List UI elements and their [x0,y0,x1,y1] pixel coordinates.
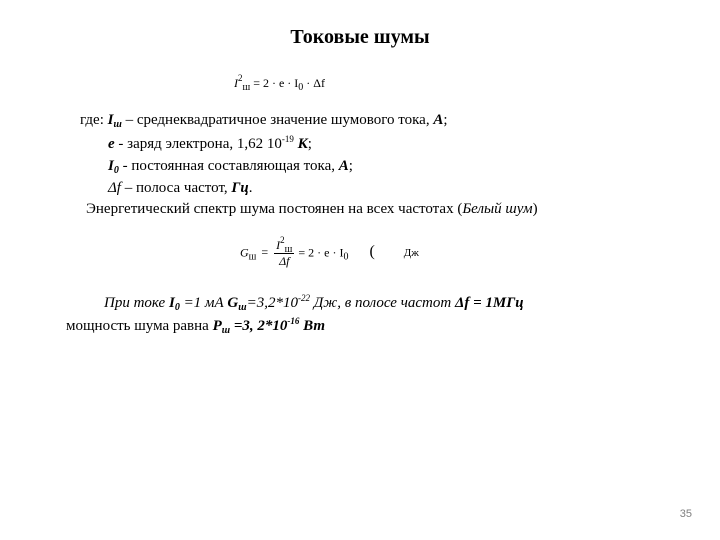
example-i0: I [168,295,175,311]
formula1-rhs: = 2 · e · I [253,76,299,90]
formula2-num: I [276,238,281,252]
white-noise-label: Белый шум [462,201,533,217]
example-g: G [227,295,239,311]
formula2-fraction [274,235,294,269]
definition-4-unit: Гц [231,180,249,196]
definition-3-symbol-sub: 0 [113,165,119,176]
example-exp-2: -16 [287,316,300,326]
formula1-rhs-end: · Δf [303,76,326,90]
definition-3-end: ; [348,158,353,174]
example-text-1: При токе [104,295,169,311]
formula1-rhs-sub: 0 [298,82,304,93]
definition-2-symbol: e [108,136,115,152]
example-bandwidth: Δf = 1МГц [454,295,524,311]
definition-1-text: – среднеквадратичное значение шумового тока, [121,112,434,128]
formula1-lhs-sup: 2 [238,73,243,83]
formula2-lhs: G [240,245,249,260]
example-text-4: Дж, в полосе частот [309,295,455,311]
definition-3-symbol: I [108,158,114,174]
formula2-lhs-sub: ш [248,251,257,263]
formula1-lhs: I [234,76,238,90]
definitions-prefix: где: [80,112,104,128]
example-line2-text: мощность шума равна [66,318,213,334]
definition-2-text: - заряд электрона, 1,62 10 [114,136,282,152]
spectrum-sentence-end: ) [532,201,538,217]
definition-1-unit: А [433,112,444,128]
formula2-unit: Дж [403,247,419,260]
definition-3-text: - постоянная составляющая тока, [118,158,339,174]
definition-2-unit: К [297,136,308,152]
example-text-2: =1 мА [179,295,228,311]
formula-noise-current [234,73,326,93]
definition-1-symbol: I [107,112,114,128]
formula2-rhs-sub: 0 [343,251,349,263]
definition-1-symbol-sub: ш [113,119,122,130]
definition-3-unit: А [338,158,349,174]
example-text-6: Вт [299,318,326,334]
example-i0-sub: 0 [174,302,180,313]
example-p-sub: ш [221,325,231,336]
example-line-1 [104,295,524,312]
definition-2-exponent: -19 [281,134,294,144]
definition-line-1 [80,112,448,129]
definition-line-4 [108,180,253,197]
definition-line-2 [108,136,312,153]
formula2-num-sub: ш [284,244,293,255]
formula2-rhs: = 2 · e · I [298,245,344,260]
example-line-2 [66,318,325,335]
definition-4-symbol: Δf [108,180,121,196]
formula2-den: Δf [279,254,290,268]
page-number: 35 [679,508,692,520]
example-text-3: =3,2*10 [246,295,298,311]
formula1-lhs-sub: ш [242,82,251,93]
definition-4-text: – полоса частот, [120,180,232,196]
example-text-5: =3, 2*10 [230,318,288,334]
example-p: P [212,318,222,334]
spectrum-sentence [86,201,538,218]
formula2-paren: ( [369,243,375,261]
formula2-num-sup: 2 [280,235,285,245]
example-exp-1: -22 [297,293,310,303]
definition-1-end: ; [443,112,448,128]
formula-noise-spectrum: $G_ш$ = $\frac{I^2_ш}{\Delta f}$ = $2 \cdot e \cdot I_0$ ( Дж [240,235,419,268]
definition-line-3 [108,158,353,175]
definition-2-end: ; [307,136,312,152]
example-g-sub: ш [238,302,247,313]
definition-4-end: . [248,180,253,196]
slide-title: Токовые шумы [290,26,430,48]
spectrum-sentence-text: Энергетический спектр шума постоянен на всех частотах ( [86,201,463,217]
